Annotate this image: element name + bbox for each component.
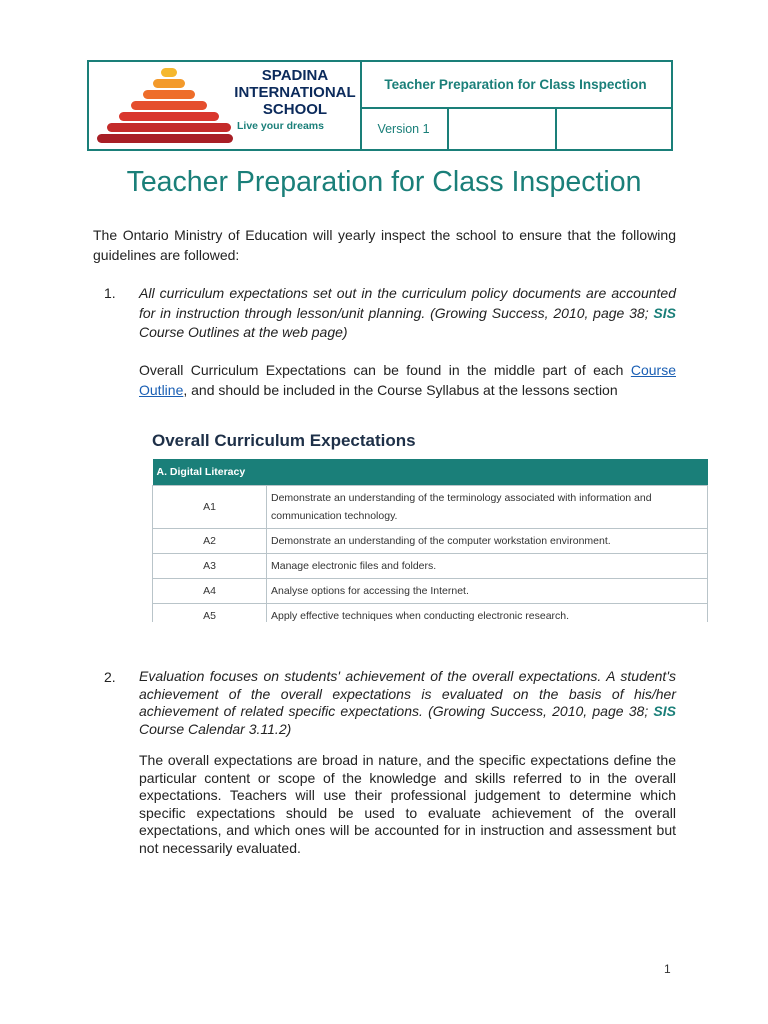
list-number-1: 1. [104,285,116,301]
expectation-code: A5 [153,604,267,629]
pyramid-logo-icon [95,66,235,146]
guideline-2-text-end: Course Calendar 3.11.2) [139,720,292,737]
sis-label: SIS [653,304,676,321]
expectation-text: Demonstrate an understanding of the terminology associated with information and communication technology. [267,486,708,529]
expectations-table-title: Overall Curriculum Expectations [152,431,416,450]
school-name-line-2: INTERNATIONAL [234,84,356,101]
intro-paragraph: The Ontario Ministry of Education will yearly inspect the school to ensure that the following guidelines are followed: [93,227,676,263]
table-row [153,579,708,604]
school-name-line-1: SPADINA [261,67,329,84]
table-row [153,529,708,554]
list-number-2: 2. [104,669,116,685]
guideline-2-text: Evaluation focuses on students' achievement of the overall expectations. A student's achievement of the overall expectations is evaluated on the basis of his/her achievement of related specific expectations. (Growing Success, 2010, page 38; [139,668,676,719]
version-label: Version 1 [360,109,449,149]
header-doc-title: Teacher Preparation for Class Inspection [360,62,671,109]
header-blank-cell [449,109,557,149]
course-outline-paragraph [139,361,676,400]
expectation-text: Analyse options for accessing the Internet. [267,579,708,604]
table-header: A. Digital Literacy [153,459,708,486]
page-number: 1 [664,962,671,976]
header-table [87,60,673,151]
overall-expectations-paragraph: The overall expectations are broad in nature, and the specific expectations define the particular content or scope of the knowledge and skills referred to in the overall expectations. Teachers will use their professional judgement to determine which specific expectations should be used to evaluate achievement of the overall expectations, and which ones will be accounted for in instruction and assessment but not necessarily evaluated. [139,752,676,856]
guideline-1-text: All curriculum expectations set out in the curriculum policy documents are accounted for in instruction through lesson/unit planning. (Growing Success, 2010, page 38; [139,285,676,321]
table-row [153,554,708,579]
school-name [233,67,357,118]
expectation-text: Demonstrate an understanding of the computer workstation environment. [267,529,708,554]
expectation-code: A2 [153,529,267,554]
course-outline-link[interactable]: Course Outline [139,362,676,398]
table-row [153,486,708,529]
course-outline-text: Overall Curriculum Expectations can be found in the middle part of each [139,362,631,378]
page-title: Teacher Preparation for Class Inspection [126,166,642,198]
expectations-table [152,459,708,629]
guideline-1-text-end: Course Outlines at the web page) [139,324,348,340]
logo-cell [89,62,362,149]
guideline-2 [139,668,676,738]
expectation-code: A4 [153,579,267,604]
school-tagline: Live your dreams [237,120,324,132]
expectation-code: A1 [153,486,267,529]
school-name-line-3: SCHOOL [262,101,328,118]
expectation-text: Apply effective techniques when conducting electronic research. [267,604,708,629]
expectation-text: Manage electronic files and folders. [267,554,708,579]
course-outline-text-end: , and should be included in the Course Syllabus at the lessons section [183,381,618,398]
table-crop-edge [150,622,712,652]
expectation-code: A3 [153,554,267,579]
sis-label: SIS [653,703,676,719]
guideline-1 [139,284,676,343]
